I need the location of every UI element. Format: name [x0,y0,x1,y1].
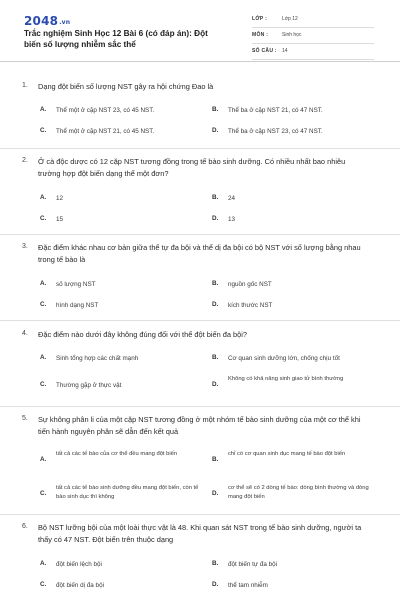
option-text: Thể một ở cặp NST 23, có 45 NST. [56,107,155,114]
option-d[interactable] [212,213,372,233]
meta-row-class [252,14,374,28]
option-text: Thể ba ở cặp NST 23, có 47 NST. [228,128,323,135]
option-c[interactable] [40,125,200,145]
option-letter: D. [212,301,219,308]
meta-label: LỚP : [252,16,268,22]
option-a[interactable] [40,352,200,372]
option-letter: C. [40,301,47,308]
option-text: số lượng NST [56,281,96,288]
option-text: cơ thể sẽ có 2 dòng tế bào: dòng bình thường và dòng mang đột biến [228,485,369,500]
question-number: 6. [22,523,28,530]
option-letter: C. [40,490,47,497]
option-letter: B. [212,194,219,201]
option-b[interactable] [212,352,372,372]
meta-value: Lớp 12 [282,16,298,22]
option-a[interactable] [40,450,210,476]
site-logo[interactable] [24,14,70,28]
option-letter: C. [40,215,47,222]
meta-value: Sinh học [282,32,302,38]
option-text: hình dạng NST [56,302,99,309]
page-title: Trắc nghiệm Sinh Học 12 Bài 6 (có đáp án): Đột biến số lượng nhiễm sắc thể [24,29,208,49]
option-a[interactable] [40,192,200,212]
option-letter: B. [212,560,219,567]
question-number: 4. [22,330,28,337]
option-text: Thường gặp ở thực vật [56,382,122,389]
option-letter: C. [40,581,47,588]
option-letter: B. [212,456,219,463]
question-text: Đặc điểm khác nhau cơ bản giữa thể tự đa bội và thể dị đa bội có bộ NST với số lượng bằng nhau trong tế bào là [38,243,361,264]
option-a[interactable] [40,558,200,578]
option-a[interactable] [40,278,200,298]
divider [0,406,400,407]
option-c[interactable] [40,484,210,510]
option-b[interactable] [212,278,372,298]
question-2 [0,150,400,236]
meta-row-count [252,46,374,60]
option-text: Cơ quan sinh dưỡng lớn, chống chịu tốt [228,355,340,362]
option-c[interactable] [40,579,200,599]
divider [0,234,400,235]
option-letter: A. [40,456,47,463]
option-d[interactable] [212,374,372,394]
question-number: 3. [22,243,28,250]
question-number: 1. [22,82,28,89]
option-letter: A. [40,560,47,567]
option-b[interactable] [212,104,372,124]
option-b[interactable] [212,558,372,578]
divider [0,320,400,321]
question-3 [0,236,400,322]
logo-main: 2048 [24,14,59,28]
question-5 [0,408,400,514]
option-letter: A. [40,106,47,113]
divider [0,514,400,515]
option-text: nguồn gốc NST [228,281,272,288]
meta-label: SỐ CÂU : [252,48,277,54]
option-text: chỉ có cơ quan sinh dục mang tế bào đột biến [228,451,346,457]
option-text: Sinh tổng hợp các chất mạnh [56,355,139,362]
question-text: Bộ NST lưỡng bội của một loài thực vật là 48. Khi quan sát NST trong tế bào sinh dưỡng, người ta thấy có 47 NST. Đột biến trên thuộc dạng [38,523,362,544]
option-text: Không có khả năng sinh giao tử bình thường [228,376,344,382]
question-4 [0,322,400,406]
option-text: 12 [56,195,64,202]
page-header [0,0,400,62]
question-6 [0,516,400,600]
meta-label: MÔN : [252,32,269,38]
option-letter: D. [212,127,219,134]
option-letter: D. [212,490,219,497]
question-text: Đặc điểm nào dưới đây không đúng đối với thể đột biến đa bội? [38,330,247,339]
option-text: 13 [228,216,236,223]
logo-suffix: .vn [59,19,71,26]
option-letter: A. [40,194,47,201]
option-letter: C. [40,381,47,388]
option-letter: B. [212,354,219,361]
option-letter: A. [40,280,47,287]
option-d[interactable] [212,299,372,319]
option-letter: C. [40,127,47,134]
option-text: thể tam nhiễm [228,582,268,589]
option-letter: D. [212,581,219,588]
option-d[interactable] [212,579,372,599]
option-text: đột biến tự đa bội [228,561,278,568]
option-c[interactable] [40,213,200,233]
question-number: 5. [22,415,28,422]
option-text: 24 [228,195,236,202]
option-a[interactable] [40,104,200,124]
question-text: Ở cà độc dược có 12 cặp NST tương đồng trong tế bào sinh dưỡng. Có nhiều nhất bao nhiêu trường hợp đột biến dạng thể một đơn? [38,157,346,178]
option-text: tất cả các tế bào của cơ thể đều mang đột biến [56,451,178,457]
meta-panel [252,14,374,62]
option-text: tất cả các tế bào sinh dưỡng đều mang đột biến, còn tế bào sinh dục thì không [56,485,199,500]
option-letter: B. [212,106,219,113]
option-c[interactable] [40,379,200,399]
question-text: Dạng đột biến số lượng NST gây ra hội chứng Đao là [38,82,214,91]
option-text: 15 [56,216,64,223]
option-letter: A. [40,354,47,361]
option-c[interactable] [40,299,200,319]
question-text: Sự không phân li của một cặp NST tương đồng ở một nhóm tế bào sinh dưỡng của một cơ thể khi tiến hành nguyên phân sẽ dẫn đến kết quả [38,415,361,436]
option-d[interactable] [212,484,372,510]
meta-row-subject [252,30,374,44]
divider [0,148,400,149]
option-text: đột biến lệch bội [56,561,102,568]
option-letter: D. [212,215,219,222]
question-number: 2. [22,157,28,164]
meta-value: 14 [282,48,288,54]
option-b[interactable] [212,192,372,212]
option-text: Thể một ở cặp NST 21, có 45 NST. [56,128,155,135]
option-b[interactable] [212,450,372,476]
option-text: đột biến dị đa bội [56,582,104,589]
option-letter: D. [212,381,219,388]
option-text: Thể ba ở cặp NST 21, có 47 NST. [228,107,323,114]
option-letter: B. [212,280,219,287]
question-1 [0,74,400,150]
option-d[interactable] [212,125,372,145]
option-text: kích thước NST [228,302,273,309]
